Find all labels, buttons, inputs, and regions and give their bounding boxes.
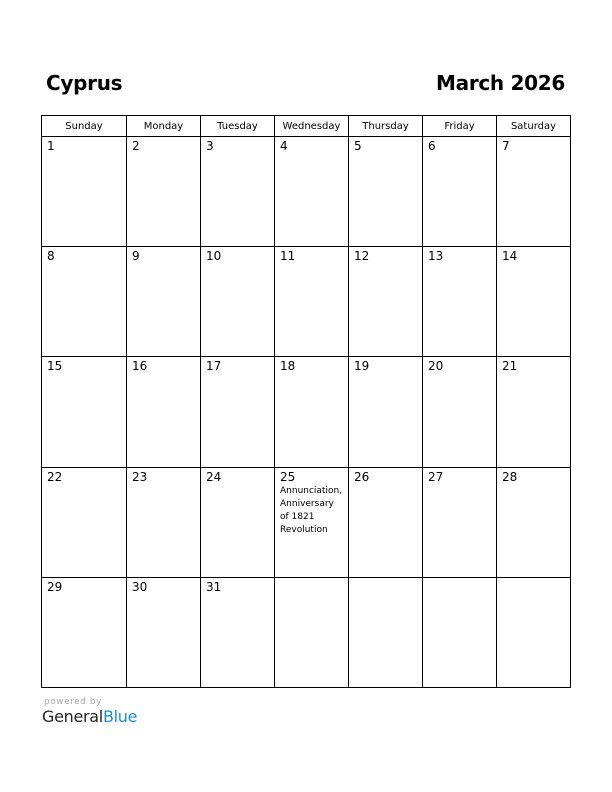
weekday-wednesday: Wednesday	[275, 116, 349, 137]
week-row-4	[42, 467, 571, 577]
day-number: 29	[47, 579, 63, 594]
weekday-monday: Monday	[127, 116, 201, 137]
day-cell	[349, 467, 423, 577]
day-cell	[42, 467, 127, 577]
day-cell	[349, 357, 423, 467]
day-number: 17	[206, 359, 222, 374]
day-cell	[275, 357, 349, 467]
day-number: 3	[206, 139, 214, 153]
day-cell	[497, 247, 571, 357]
day-number: 25	[280, 469, 296, 484]
day-number	[275, 578, 348, 580]
day-cell	[201, 137, 275, 247]
day-number	[349, 578, 422, 580]
weekday-thursday: Thursday	[349, 116, 423, 137]
day-cell	[497, 357, 571, 467]
day-cell	[127, 357, 201, 467]
day-cell	[423, 467, 497, 577]
day-number: 16	[132, 359, 148, 374]
day-number: 24	[206, 469, 222, 484]
day-number: 11	[280, 249, 296, 264]
day-cell	[275, 247, 349, 357]
day-number: 15	[47, 359, 63, 374]
day-number: 30	[132, 579, 148, 594]
day-cell	[127, 467, 201, 577]
day-cell	[423, 137, 497, 247]
day-cell	[42, 137, 127, 247]
day-number: 9	[132, 249, 140, 264]
weekday-tuesday: Tuesday	[201, 116, 275, 137]
calendar-grid	[41, 115, 571, 688]
day-number	[497, 578, 570, 580]
day-cell	[42, 247, 127, 357]
day-cell	[423, 357, 497, 467]
day-number: 4	[280, 139, 288, 153]
day-cell-empty	[423, 577, 497, 687]
holiday-label: Annunciation, Anniversary of 1821 Revolution	[280, 485, 343, 535]
day-number: 7	[502, 139, 510, 153]
day-number: 20	[428, 359, 444, 374]
day-cell	[201, 247, 275, 357]
day-number: 12	[354, 249, 370, 264]
country-title: Cyprus	[46, 71, 123, 95]
week-row-5	[42, 577, 571, 687]
day-cell	[497, 467, 571, 577]
day-cell-empty	[275, 577, 349, 687]
week-row-3	[42, 357, 571, 467]
day-cell-holiday	[275, 467, 349, 577]
day-cell-empty	[497, 577, 571, 687]
day-number: 21	[502, 359, 518, 374]
weekday-header-row	[42, 116, 571, 137]
weekday-sunday: Sunday	[42, 116, 127, 137]
day-cell	[497, 137, 571, 247]
day-cell	[349, 247, 423, 357]
day-cell	[127, 247, 201, 357]
logo-general-text: General	[42, 707, 103, 726]
day-cell-empty	[349, 577, 423, 687]
day-cell	[42, 357, 127, 467]
day-number: 14	[502, 249, 518, 264]
week-row-1	[42, 137, 571, 247]
day-cell	[201, 357, 275, 467]
day-number: 28	[502, 469, 518, 484]
day-cell	[423, 247, 497, 357]
day-number: 8	[47, 249, 55, 264]
day-number: 2	[132, 139, 140, 153]
day-number	[423, 578, 496, 580]
day-number: 26	[354, 469, 370, 484]
day-number: 31	[206, 579, 222, 594]
day-number: 18	[280, 359, 296, 374]
day-number: 10	[206, 249, 222, 264]
generalblue-logo	[42, 707, 137, 727]
day-cell	[201, 577, 275, 687]
day-cell	[349, 137, 423, 247]
day-cell	[127, 577, 201, 687]
day-cell	[127, 137, 201, 247]
weekday-friday: Friday	[423, 116, 497, 137]
powered-by-text: powered by	[44, 697, 102, 707]
day-cell	[275, 137, 349, 247]
weekday-saturday: Saturday	[497, 116, 571, 137]
day-number: 13	[428, 249, 444, 264]
day-number: 27	[428, 469, 444, 484]
day-cell	[42, 577, 127, 687]
month-title: March 2026	[436, 71, 565, 95]
day-number: 5	[354, 139, 362, 153]
day-number: 1	[47, 139, 55, 153]
day-number: 19	[354, 359, 370, 374]
day-number: 6	[428, 139, 436, 153]
day-number: 22	[47, 469, 63, 484]
brand-footer	[42, 697, 137, 727]
day-number: 23	[132, 469, 148, 484]
logo-blue-text: Blue	[102, 707, 138, 726]
day-cell	[201, 467, 275, 577]
week-row-2	[42, 247, 571, 357]
